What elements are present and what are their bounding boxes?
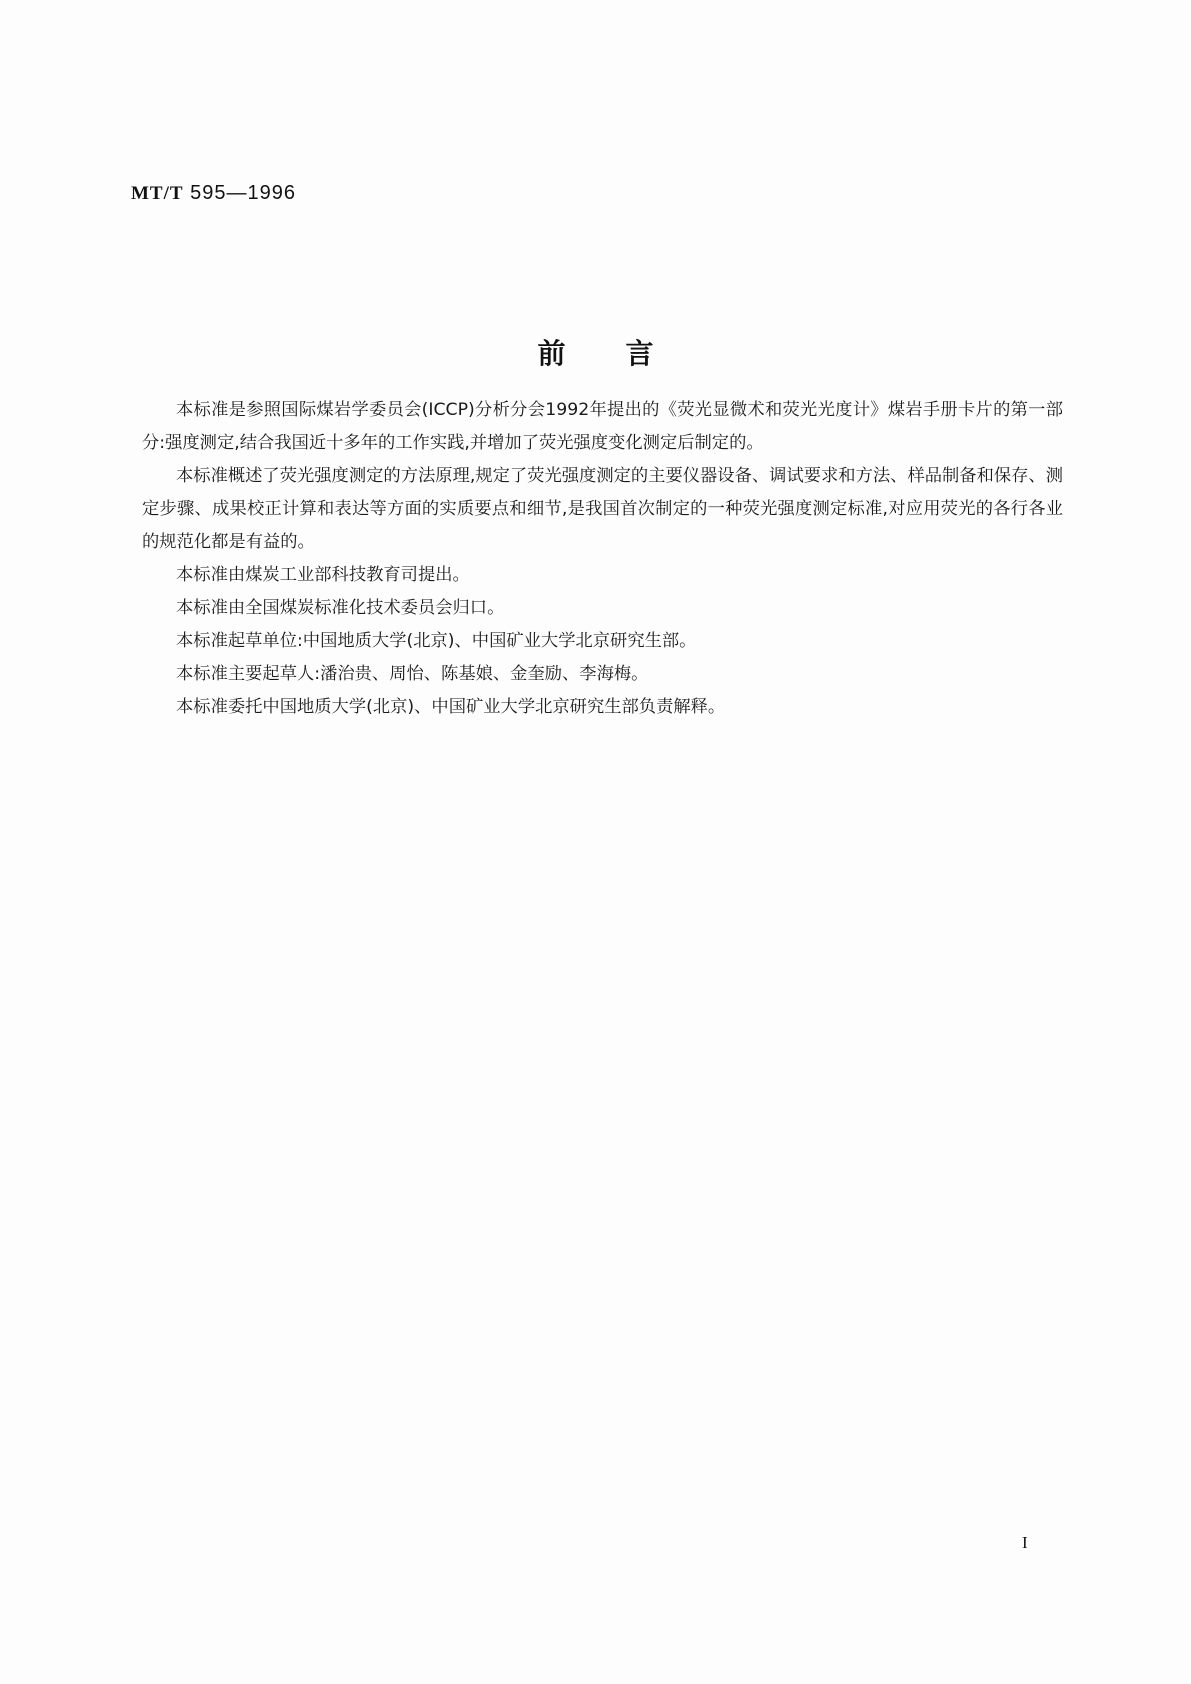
standard-code (131, 182, 296, 205)
paragraph-drafters: 本标准主要起草人:潘治贵、周怡、陈基娘、金奎励、李海梅。 (176, 664, 649, 684)
page-title: 前言 (537, 337, 714, 370)
paragraph-interpretation: 本标准委托中国地质大学(北京)、中国矿业大学北京研究生部负责解释。 (176, 697, 726, 717)
paragraph-administrator: 本标准由全国煤炭标准化技术委员会归口。 (176, 598, 505, 618)
paragraph-basis: 本标准是参照国际煤岩学委员会(ICCP)分析分会1992年提出的《荧光显微术和荧光光度计》煤岩手册卡片的第一部分:强度测定,结合我国近十多年的工作实践,并增加了荧光强度变化测定后制定的。 (142, 400, 1063, 453)
standard-number: 595—1996 (190, 182, 296, 204)
paragraph-drafting-units: 本标准起草单位:中国地质大学(北京)、中国矿业大学北京研究生部。 (176, 631, 697, 651)
paragraph-summary: 本标准概述了荧光强度测定的方法原理,规定了荧光强度测定的主要仪器设备、调试要求和方法、样品制备和保存、测定步骤、成果校正计算和表达等方面的实质要点和细节,是我国首次制定的一种荧光强度测定标准,对应用荧光的各行各业的规范化都是有益的。 (142, 466, 1063, 552)
foreword-body (142, 394, 1063, 724)
page-number: I (1022, 1533, 1028, 1552)
paragraph-proposer: 本标准由煤炭工业部科技教育司提出。 (176, 565, 470, 585)
standard-prefix: MT/T (131, 183, 184, 204)
